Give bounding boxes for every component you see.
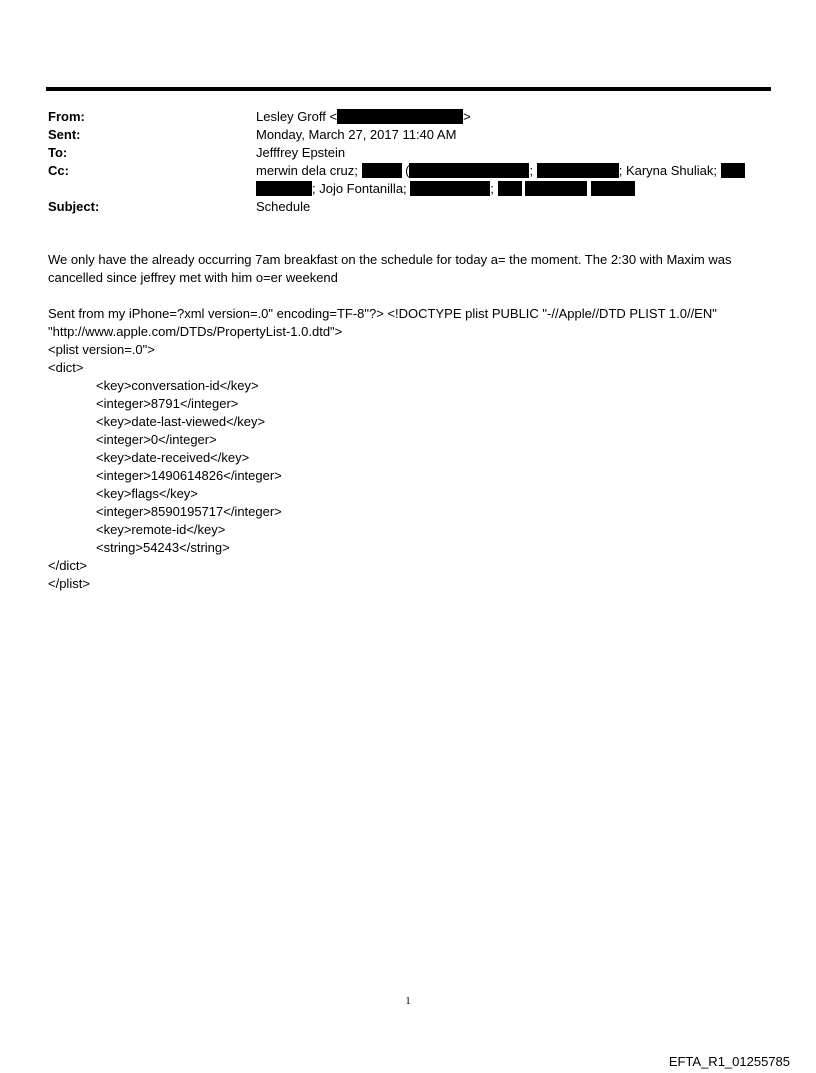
- dict-entry: <integer>0</integer>: [96, 432, 217, 447]
- cc-separator: ;: [490, 181, 494, 196]
- cc-paren: (: [405, 163, 410, 178]
- dict-close: </dict>: [48, 558, 88, 573]
- cc-value: [256, 162, 768, 198]
- subject-row: [48, 198, 768, 216]
- email-header: [48, 108, 768, 216]
- from-value: [256, 108, 768, 126]
- to-row: [48, 144, 768, 162]
- signature-block: [48, 305, 772, 593]
- dict-entry: <integer>1490614826</integer>: [96, 468, 282, 483]
- redacted-email: [337, 109, 463, 124]
- cc-row: [48, 162, 768, 198]
- cc-recipient-jojo: ; Jojo Fontanilla;: [312, 181, 407, 196]
- dict-entry: <integer>8791</integer>: [96, 396, 239, 411]
- subject-label: Subject:: [48, 199, 100, 214]
- redacted-recipient: [591, 181, 635, 196]
- from-row: [48, 108, 768, 126]
- redacted-recipient: [525, 181, 587, 196]
- redacted-recipient: [409, 163, 529, 178]
- to-label: To:: [48, 145, 68, 160]
- header-divider: [46, 87, 771, 91]
- sent-row: [48, 126, 768, 144]
- redacted-recipient: [256, 181, 312, 196]
- dict-entry: <key>conversation-id</key>: [96, 378, 259, 393]
- redacted-recipient: [537, 163, 619, 178]
- cc-separator: ;: [529, 163, 534, 178]
- dict-entry: <string>54243</string>: [96, 540, 230, 555]
- sent-value: Monday, March 27, 2017 11:40 AM: [256, 127, 457, 142]
- message-line: We only have the already occurring 7am breakfast on the schedule for today a= the moment. The 2:30 with Maxim was: [48, 252, 732, 267]
- plist-open: <plist version=.0">: [48, 342, 155, 357]
- cc-label: Cc:: [48, 163, 69, 178]
- dict-entry: <key>flags</key>: [96, 486, 198, 501]
- redacted-recipient: [410, 181, 490, 196]
- signature-line: "http://www.apple.com/DTDs/PropertyList-1.0.dtd">: [48, 324, 343, 339]
- redacted-recipient: [498, 181, 522, 196]
- message-line: cancelled since jeffrey met with him o=er weekend: [48, 270, 338, 285]
- from-close: >: [463, 109, 471, 124]
- redacted-recipient: [362, 163, 402, 178]
- redacted-recipient: [721, 163, 745, 178]
- dict-entry: <key>date-last-viewed</key>: [96, 414, 266, 429]
- cc-recipient-karyna: ; Karyna Shuliak;: [618, 163, 717, 178]
- document-id: EFTA_R1_01255785: [668, 1054, 790, 1069]
- sent-label: Sent:: [48, 127, 81, 142]
- signature-line: Sent from my iPhone=?xml version=.0" encoding=TF-8"?> <!DOCTYPE plist PUBLIC "-//Apple//DTD PLIST 1.0//EN": [48, 306, 717, 321]
- to-value: Jefffrey Epstein: [256, 145, 346, 160]
- cc-recipient-merwin: merwin dela cruz;: [256, 163, 358, 178]
- subject-value: Schedule: [256, 199, 311, 214]
- from-name: Lesley Groff <: [256, 109, 338, 124]
- from-label: From:: [48, 109, 85, 124]
- email-body: [48, 251, 772, 593]
- message-paragraph: [48, 251, 772, 287]
- dict-entry: <key>date-received</key>: [96, 450, 250, 465]
- dict-entry: <key>remote-id</key>: [96, 522, 226, 537]
- dict-entry: <integer>8590195717</integer>: [96, 504, 282, 519]
- page-number: 1: [405, 995, 411, 1007]
- plist-close: </plist>: [48, 576, 90, 591]
- dict-open: <dict>: [48, 360, 84, 375]
